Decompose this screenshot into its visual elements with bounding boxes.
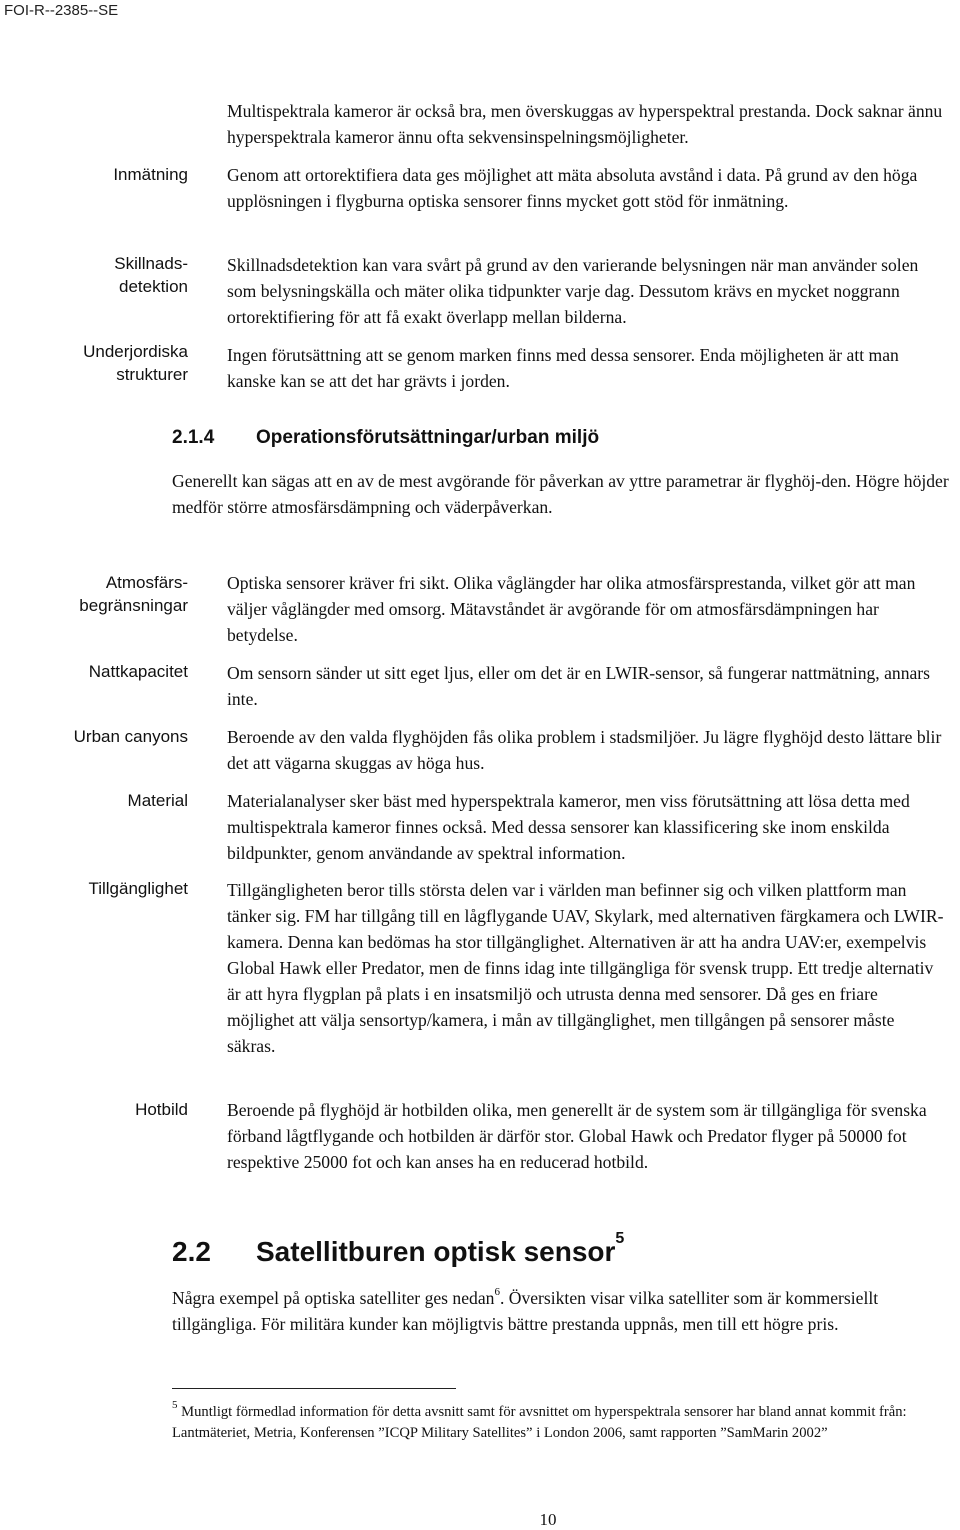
label-hotbild: Hotbild xyxy=(135,1100,188,1119)
text-urban-canyons: Beroende av den valda flyghöjden fås olika problem i stadsmiljöer. Ju lägre flyghöjd desto lättare blir det att vägarna skuggas av höga hus. xyxy=(227,727,942,773)
label-skillnadsdetektion: Skillnads-detektion xyxy=(114,254,188,296)
section-title-2-2 xyxy=(256,1229,625,1268)
footnote-text: Muntligt förmedlad information för detta avsnitt samt för avsnittet om hyperspektrala sensorer har bland annat kommit från: Lantmäteriet, Metria, Konferensen ”ICQP Military Satellites” i London 2006, samt rapporten ”SamMarin 2002” xyxy=(172,1404,907,1441)
text-skillnadsdetektion: Skillnadsdetektion kan vara svårt på grund av den varierande belysningen när man använder solen som belysningskälla och mäter olika tidpunkter varje dag. Dessutom krävs en mycket noggrann ortorektifiering för att få exakt överlapp mellan bilderna. xyxy=(227,255,919,327)
section-2-2-text-b: . Översikten visar vilka satelliter som är kommersiellt tillgängliga. För militära kunder kan möjligtvis bättre prestanda uppnås, men till ett högre pris. xyxy=(172,1288,879,1334)
footnote-mark: 5 xyxy=(172,1399,178,1412)
section-2-2-paragraph xyxy=(172,1285,952,1337)
text-hotbild: Beroende på flyghöjd är hotbilden olika, men generellt är de system som är tillgängliga för svenska förband lågtflygande och hotbilden är därför stor. Global Hawk och Predator flyger på 50000 fot respektive 25000 fot och kan anses ha en reducerad hotbild. xyxy=(227,1100,927,1172)
label-underjordiska: Underjordiska strukturer xyxy=(83,342,188,384)
section-2-2-text-a: Några exempel på optiska satelliter ges nedan xyxy=(172,1288,495,1308)
text-atmosfar: Optiska sensorer kräver fri sikt. Olika våglängder har olika atmosfärsprestanda, vilket gör att man väljer våglängder med omsorg. Mätavståndet är avgörande för om atmosfärsdämpningen har betydelse. xyxy=(227,573,916,645)
footnote-ref-5: 5 xyxy=(615,1229,625,1247)
section-intro: Generellt kan sägas att en av de mest avgörande för påverkan av yttre parametrar är flyghöj-den. Högre höjder medför större atmosfärsdämpning och väderpåverkan. xyxy=(172,471,949,517)
document-code: FOI-R--2385--SE xyxy=(4,2,119,19)
label-inmatning: Inmätning xyxy=(113,165,188,184)
footnote-rule xyxy=(172,1388,456,1389)
section-title-2-2-text: Satellitburen optisk sensor xyxy=(256,1236,616,1267)
intro-paragraph: Multispektrala kameror är också bra, men överskuggas av hyperspektral prestanda. Dock saknar ännu hyperspektrala kameror ännu ofta sekvensinspelningsmöjligheter. xyxy=(227,101,943,147)
label-nattkapacitet: Nattkapacitet xyxy=(88,662,188,681)
text-nattkapacitet: Om sensorn sänder ut sitt eget ljus, eller om det är en LWIR-sensor, så fungerar nattmätning, annars inte. xyxy=(227,663,931,709)
section-number-2-2: 2.2 xyxy=(172,1236,211,1267)
label-atmosfar: Atmosfärs-begränsningar xyxy=(79,573,188,615)
text-inmatning: Genom att ortorektifiera data ges möjlighet att mäta absoluta avstånd i data. På grund av den höga upplösningen i flygburna optiska sensorer finns mycket gott stöd för inmätning. xyxy=(227,165,918,211)
footnote xyxy=(172,1399,942,1444)
label-material: Material xyxy=(127,791,188,810)
section-title: Operationsförutsättningar/urban miljö xyxy=(256,427,600,448)
text-underjordiska: Ingen förutsättning att se genom marken finns med dessa sensorer. Enda möjligheten är att man kanske kan se att det har grävts i jorden. xyxy=(227,345,899,391)
section-number: 2.1.4 xyxy=(172,427,215,448)
label-tillganglighet: Tillgänglighet xyxy=(88,879,188,898)
label-urban-canyons: Urban canyons xyxy=(73,727,188,746)
text-material: Materialanalyser sker bäst med hyperspektrala kameror, men viss förutsättning att lösa detta med multispektrala kameror finnes också. Med dessa sensorer kan klassificering ske inom enskilda bildpunkter, genom användande av spektral information. xyxy=(227,791,910,863)
page-number: 10 xyxy=(539,1510,557,1529)
text-tillganglighet: Tillgängligheten beror tills största delen var i världen man befinner sig och vilken plattform man tänker sig. FM har tillgång till en lågflygande UAV, Skylark, med alternativen färgkamera och LWIR-kamera. Denna kan bedömas ha stor tillgänglighet. Alternativen är att ha andra UAV:er, exempelvis Global Hawk eller Predator, men de finns idag inte tillgängliga för svensk trupp. Ett tredje alternativ är att hyra flygplan på plats i en insatsmiljö och utrusta denna med sensorer. Då ges en friare möjlighet att välja sensortyp/kamera, i mån av tillgänglighet, men tillgången på sensorer måste säkras. xyxy=(227,880,944,1056)
footnote-ref-6: 6 xyxy=(494,1286,500,1299)
